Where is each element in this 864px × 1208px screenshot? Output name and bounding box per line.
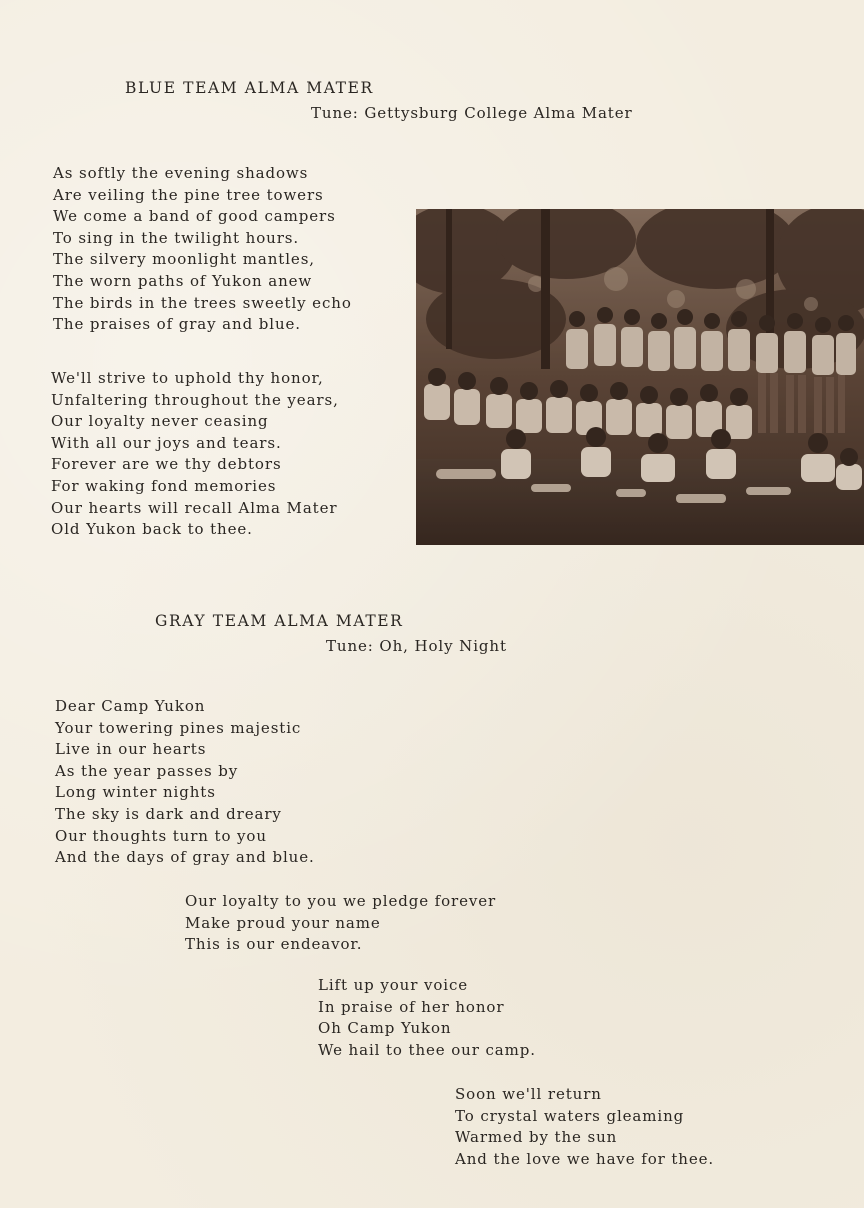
verse-line: Our loyalty never ceasing <box>51 412 269 431</box>
group-photo <box>416 209 864 545</box>
verse-line: And the love we have for thee. <box>455 1149 715 1168</box>
verse-line: Long winter nights <box>55 783 216 802</box>
verse-line: Lift up your voice <box>318 976 469 994</box>
verse-line: Warmed by the sun <box>455 1128 618 1147</box>
blue-team-verse-1 <box>53 163 352 336</box>
blue-team-title: BLUE TEAM ALMA MATER <box>125 79 374 97</box>
gray-team-title: GRAY TEAM ALMA MATER <box>155 612 404 630</box>
blue-team-tune: Tune: Gettysburg College Alma Mater <box>311 104 633 122</box>
gray-team-verse-2 <box>185 891 496 956</box>
verse-line: Our hearts will recall Alma Mater <box>51 498 338 517</box>
verse-line: With all our joys and tears. <box>51 433 282 452</box>
verse-line: This is our endeavor. <box>185 935 363 954</box>
verse-line: Are veiling the pine tree towers <box>53 185 324 204</box>
verse-line: As softly the evening shadows <box>53 164 309 182</box>
verse-line: To sing in the twilight hours. <box>53 228 300 247</box>
verse-line: Forever are we thy debtors <box>51 455 282 474</box>
verse-line: Make proud your name <box>185 913 381 932</box>
verse-line: As the year passes by <box>55 761 239 780</box>
verse-line: The silvery moonlight mantles, <box>53 250 315 269</box>
verse-line: The sky is dark and dreary <box>55 804 282 823</box>
verse-line: Our loyalty to you we pledge forever <box>185 892 497 910</box>
verse-line: Your towering pines majestic <box>55 718 302 737</box>
verse-line: Old Yukon back to thee. <box>51 520 253 539</box>
gray-team-verse-4 <box>455 1084 714 1170</box>
verse-line: To crystal waters gleaming <box>455 1106 685 1125</box>
gray-team-verse-1 <box>55 696 315 869</box>
verse-line: Live in our hearts <box>55 740 207 759</box>
gray-team-tune: Tune: Oh, Holy Night <box>326 637 507 655</box>
verse-line: The worn paths of Yukon anew <box>53 271 313 290</box>
verse-line: Soon we'll return <box>455 1085 602 1103</box>
verse-line: In praise of her honor <box>318 997 505 1016</box>
verse-line: We come a band of good campers <box>53 207 336 226</box>
verse-line: The praises of gray and blue. <box>53 315 301 334</box>
verse-line: For waking fond memories <box>51 476 277 495</box>
verse-line: The birds in the trees sweetly echo <box>53 293 352 312</box>
verse-line: And the days of gray and blue. <box>55 848 315 867</box>
verse-line: Unfaltering throughout the years, <box>51 390 339 409</box>
verse-line: Oh Camp Yukon <box>318 1019 452 1038</box>
verse-line: Dear Camp Yukon <box>55 697 206 715</box>
verse-line: We'll strive to uphold thy honor, <box>51 369 324 387</box>
verse-line: Our thoughts turn to you <box>55 826 267 845</box>
gray-team-verse-3 <box>318 975 536 1061</box>
blue-team-verse-2 <box>51 368 339 541</box>
verse-line: We hail to thee our camp. <box>318 1040 536 1059</box>
